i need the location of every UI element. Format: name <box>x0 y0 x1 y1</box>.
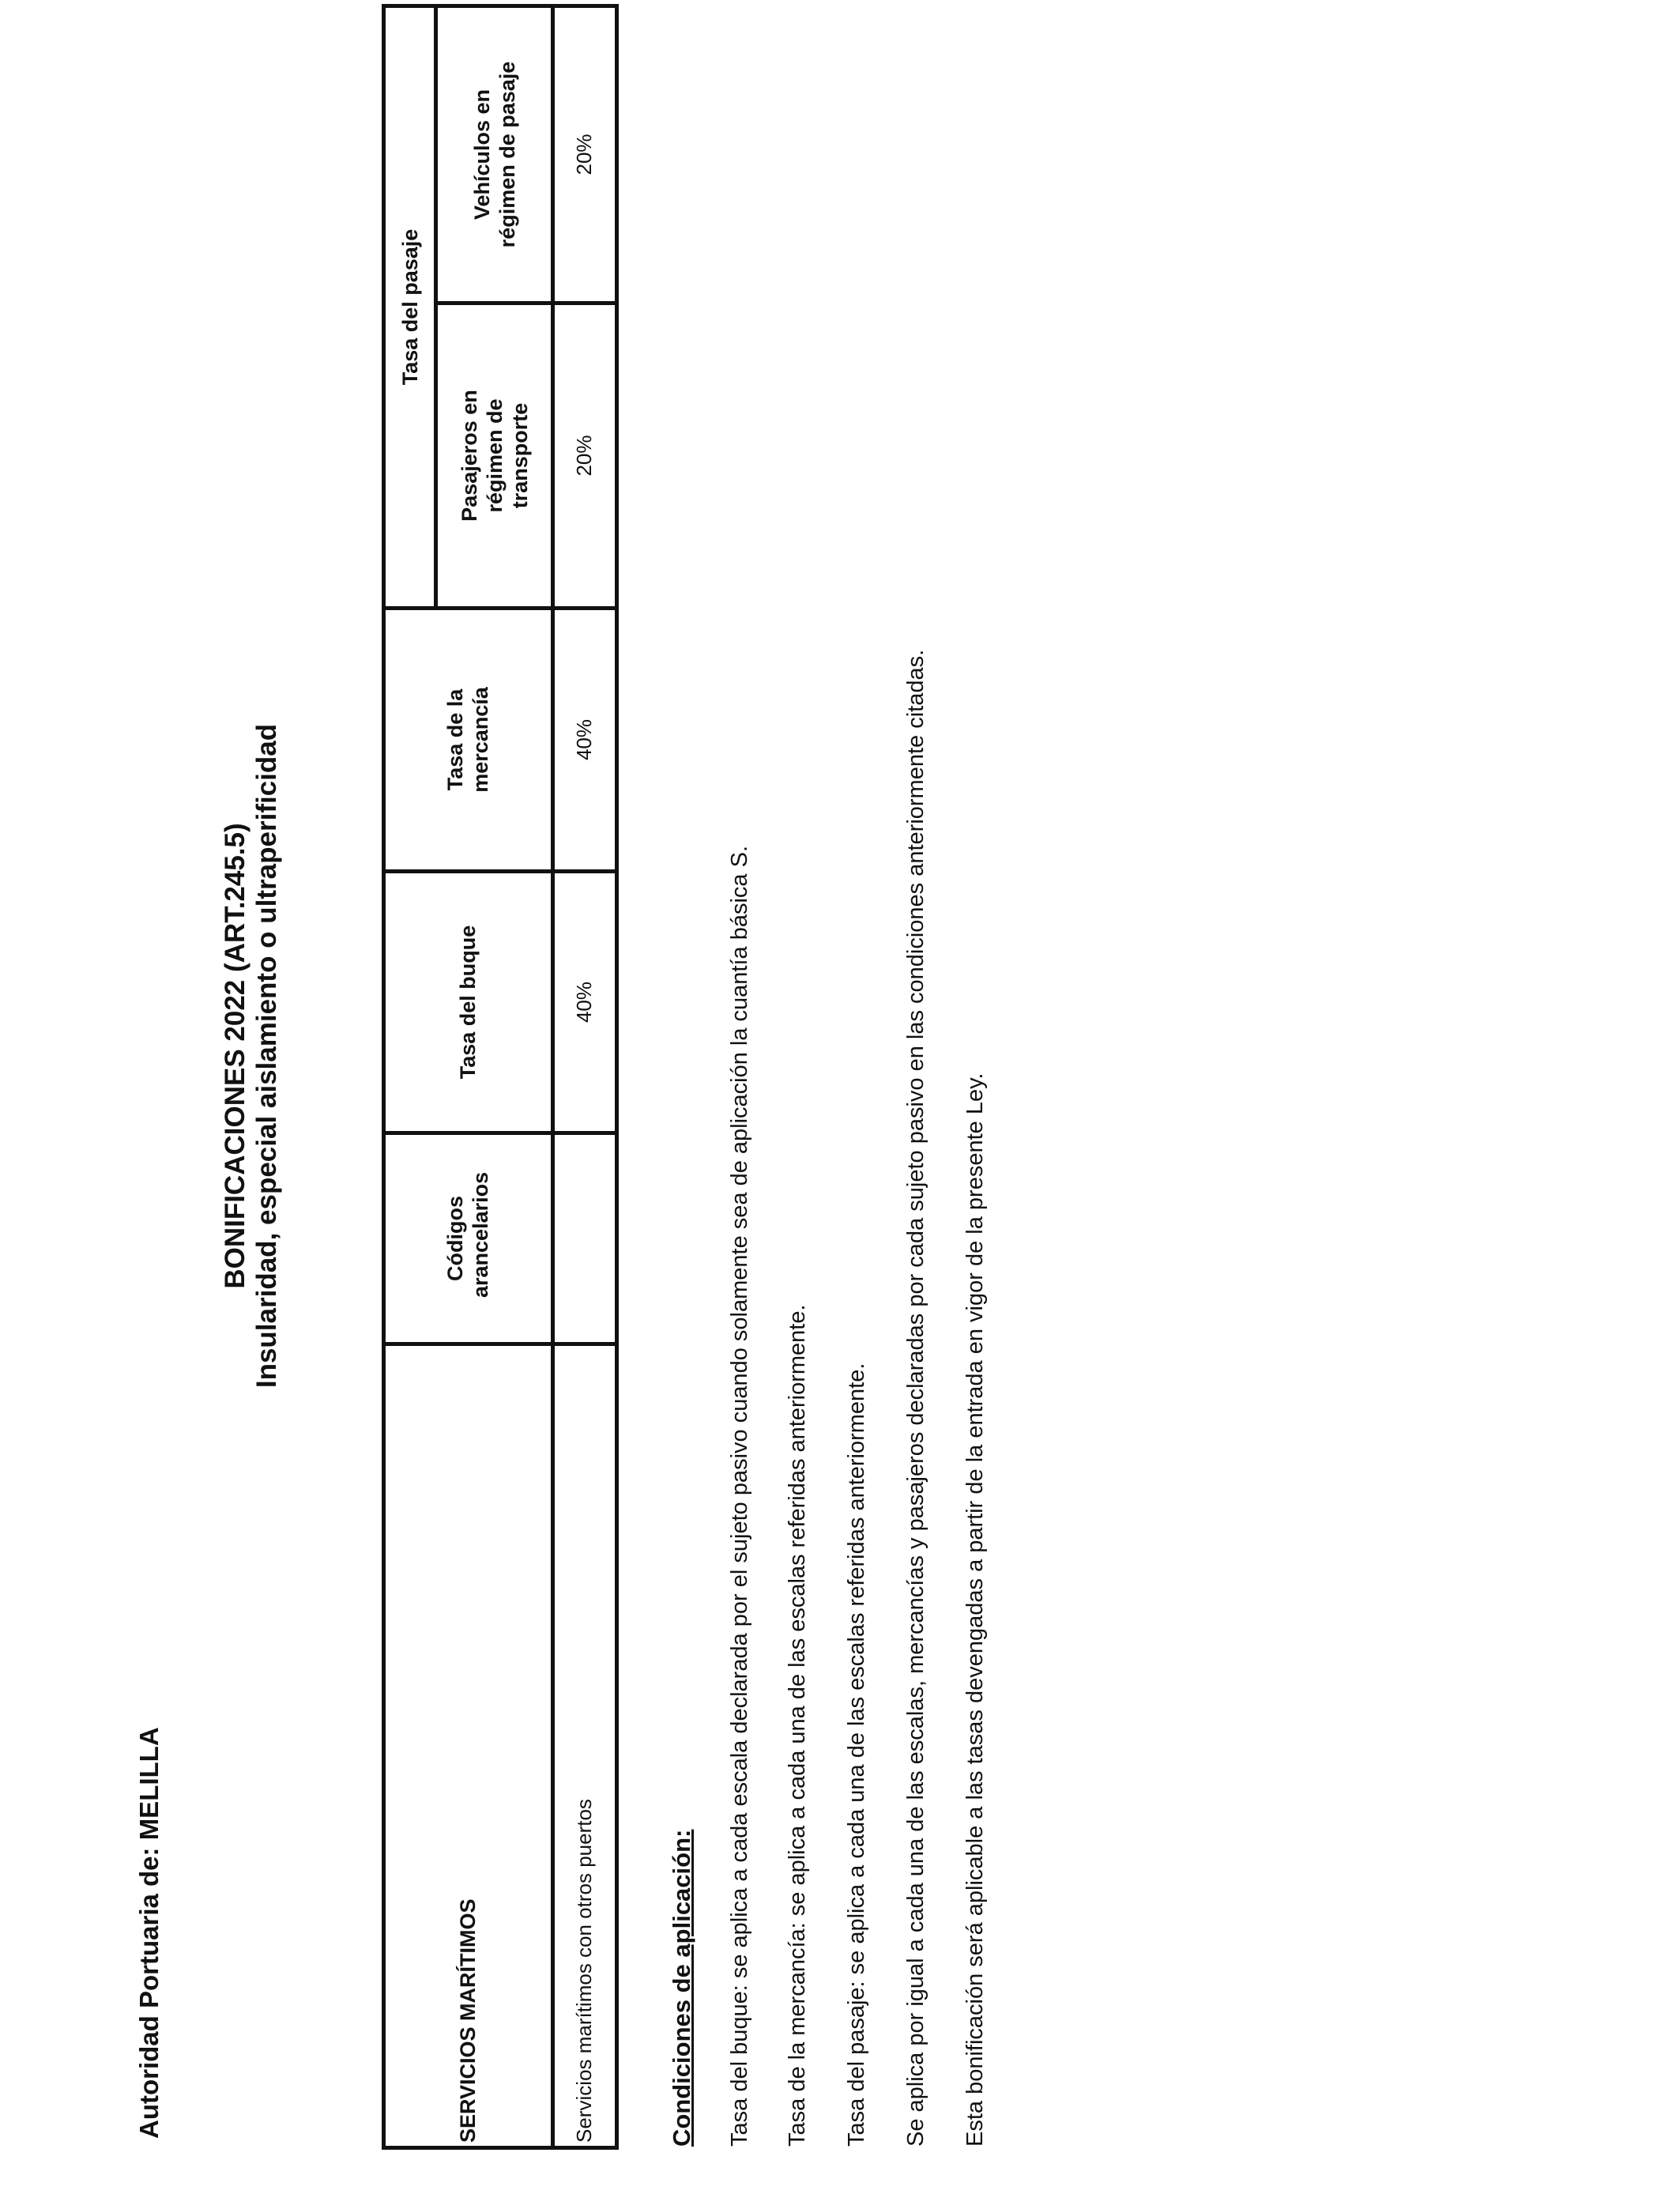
cell-codes <box>552 1133 616 1344</box>
title-line-2: Insularidad, especial aislamiento o ultraperificidad <box>251 723 282 1389</box>
document-title <box>220 424 283 1688</box>
cell-service: Servicios marítimos con otros puertos <box>552 1344 616 2148</box>
column-header-vehicles <box>436 6 553 303</box>
condition-line-goods: Tasa de la mercancía: se aplica a cada una de las escalas referidas anteriormente. <box>785 1304 810 2147</box>
conditions-heading: Condiciones de aplicación: <box>668 1829 695 2147</box>
column-header-passengers <box>436 303 553 609</box>
title-line-1: BONIFICACIONES 2022 (ART.245.5) <box>220 823 250 1289</box>
column-header-goods-text: Tasa de la mercancía <box>443 687 493 793</box>
column-header-codes-text: Códigos arancelarios <box>443 1171 493 1298</box>
column-header-codes <box>384 1133 553 1344</box>
column-header-ship: Tasa del buque <box>384 872 553 1133</box>
column-header-goods <box>384 609 553 872</box>
condition-line-validity: Esta bonificación será aplicable a las tasas devengadas a partir de la entrada en vigor de la presente Ley. <box>962 1072 988 2147</box>
column-header-passage-group: Tasa del pasaje <box>384 6 436 608</box>
condition-line-general: Se aplica por igual a cada una de las escalas, mercancías y pasajeros declaradas por cada sujeto pasivo en las condiciones anteriormente citadas. <box>903 649 929 2147</box>
condition-line-passage: Tasa del pasaje: se aplica a cada una de las escalas referidas anteriormente. <box>844 1363 869 2147</box>
cell-goods: 40% <box>552 609 616 872</box>
table-header-row-1 <box>384 6 436 2147</box>
cell-vehicles: 20% <box>552 6 616 303</box>
condition-line-ship: Tasa del buque: se aplica a cada escala declarada por el sujeto pasivo cuando solamente sea de aplicación la cuantía básica S. <box>727 845 752 2147</box>
cell-ship: 40% <box>552 872 616 1133</box>
bonus-table <box>382 4 619 2150</box>
table-row <box>552 6 616 2147</box>
port-authority-heading: Autoridad Portuaria de: MELILLA <box>134 1727 164 2139</box>
column-header-vehicles-text: Vehículos en régimen de pasaje <box>469 61 519 248</box>
cell-passengers: 20% <box>552 303 616 609</box>
column-header-passengers-text: Pasajeros en régimen de transporte <box>457 390 532 522</box>
column-header-services: SERVICIOS MARÍTIMOS <box>384 1344 553 2148</box>
